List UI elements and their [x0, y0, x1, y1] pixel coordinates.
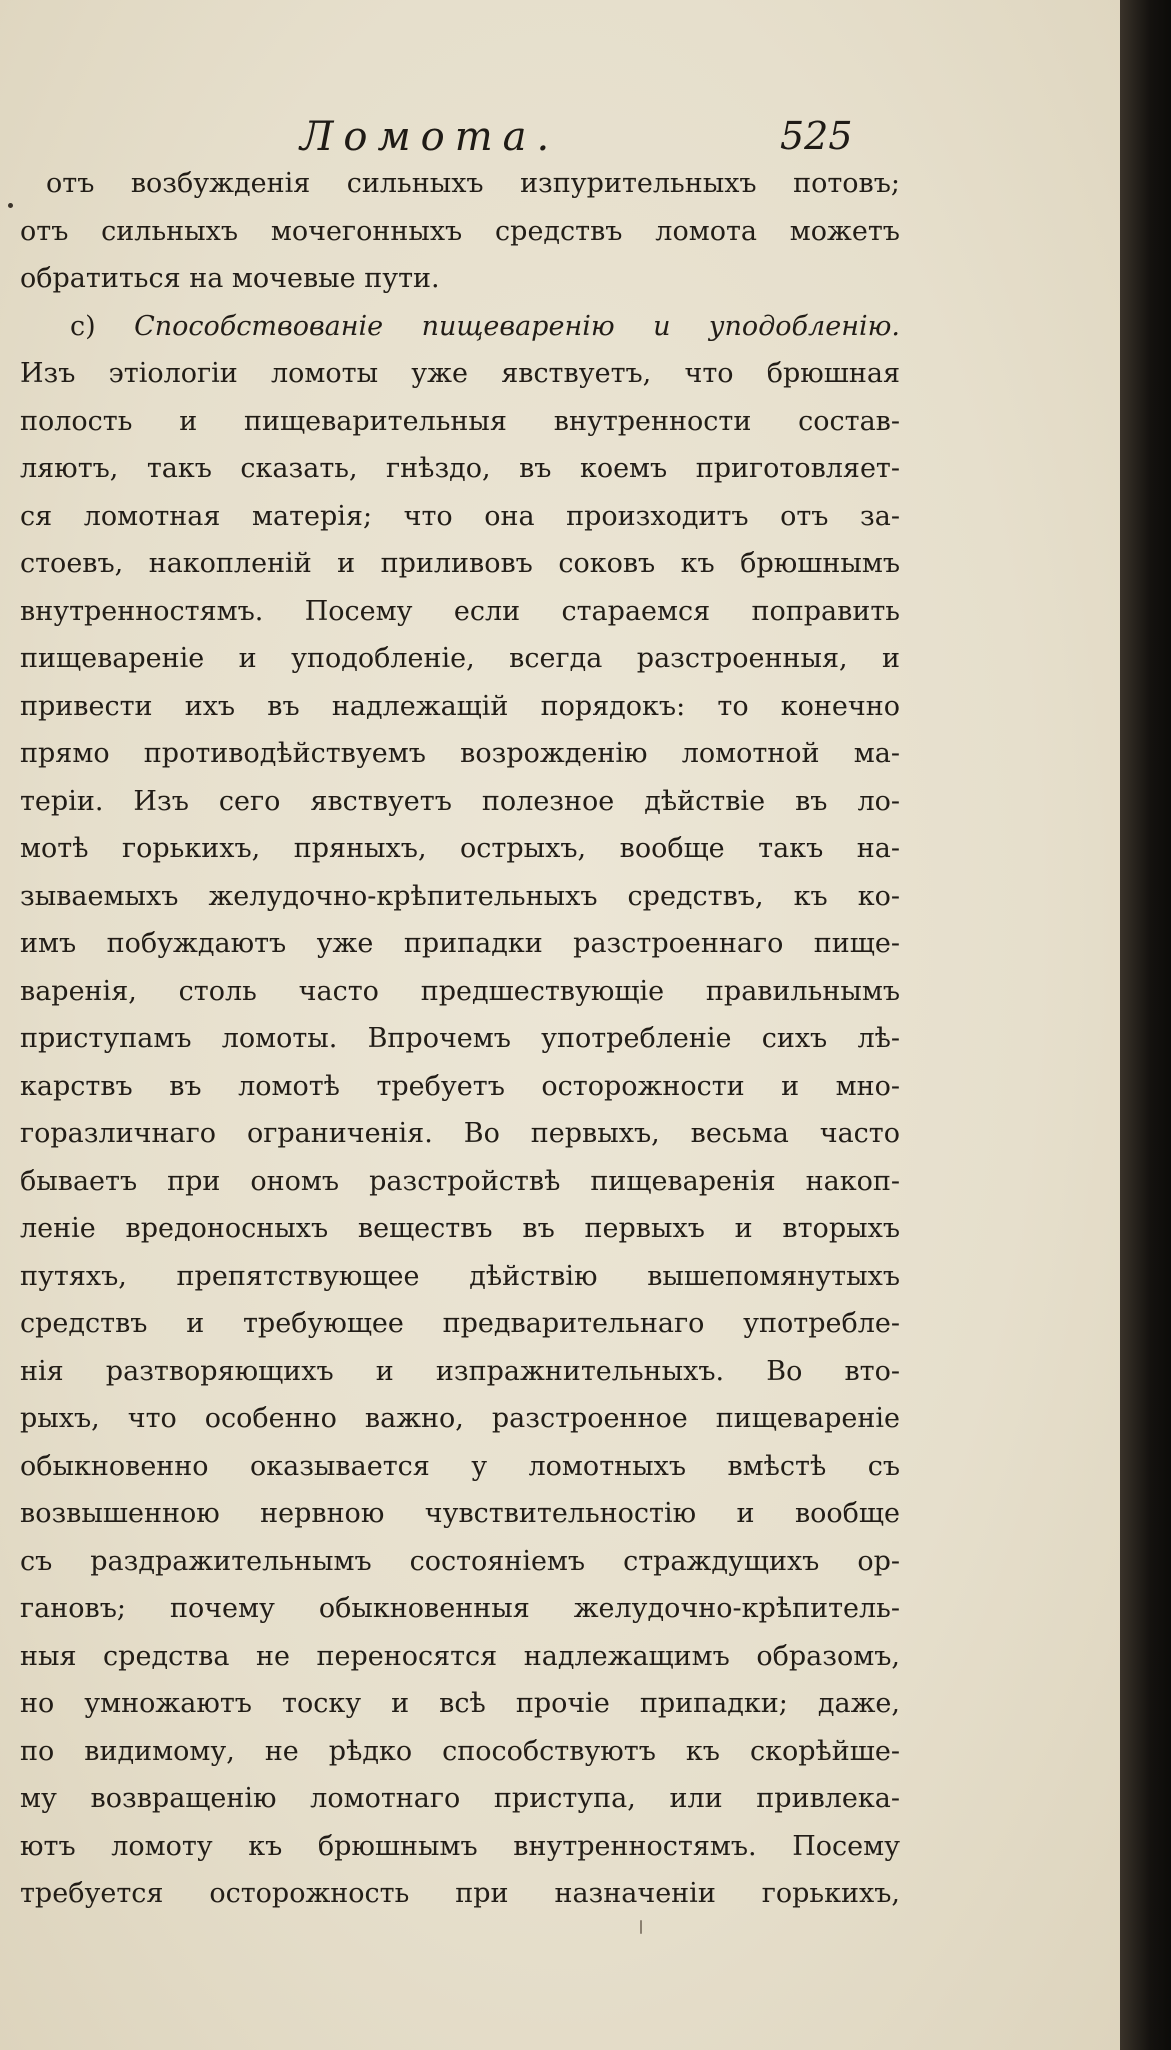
text-line-8: ся ломотная матерія; что она произходитъ отъ за- [20, 500, 900, 532]
text-line-28: обыкновенно оказывается у ломотныхъ вмѣстѣ съ [20, 1450, 900, 1482]
text-line-10: внутренностямъ. Посему если стараемся поправить [20, 595, 900, 627]
text-line-37: требуется осторожность при назначеніи горькихъ, [20, 1878, 900, 1909]
text-line-33: но умножаютъ тоску и всѣ прочіе припадки; даже, [20, 1688, 900, 1719]
text-line-9: стоевъ, накопленій и приливовъ соковъ къ брюшнымъ [20, 548, 900, 579]
page-edge-shadow [1120, 0, 1171, 2050]
text-line-3: обратиться на мочевые пути. [20, 263, 440, 294]
text-line-17: имъ побуждаютъ уже припадки разстроеннаго пище- [20, 928, 900, 959]
text-line-1: отъ возбужденія сильныхъ изпурительныхъ потовъ; [46, 168, 900, 199]
text-line-5: Изъ этіологіи ломоты уже явствуетъ, что брюшная [20, 358, 900, 389]
section-heading-c [20, 303, 900, 351]
text-line-29: возвышенною нервною чувствительностію и вообще [20, 1498, 900, 1529]
section-label: c) [70, 310, 96, 342]
text-line-35: му возвращенію ломотнаго приступа, или привлека- [20, 1783, 900, 1814]
text-line-22: бываетъ при ономъ разстройствѣ пищеваренія накоп- [20, 1165, 900, 1197]
text-line-31: гановъ; почему обыкновенныя желудочно-крѣпитель- [20, 1593, 900, 1624]
ink-speck [8, 203, 13, 208]
text-line-20: карствъ въ ломотѣ требуетъ осторожности и мно- [20, 1070, 900, 1102]
text-line-34: по видимому, не рѣдко способствуютъ къ скорѣйше- [20, 1735, 900, 1767]
text-line-14: теріи. Изъ сего явствуетъ полезное дѣйствіе въ ло- [20, 785, 900, 817]
text-line-32: ныя средства не переносятся надлежащимъ образомъ, [20, 1640, 900, 1672]
text-line-30: съ раздражительнымъ состояніемъ страждущихъ ор- [20, 1545, 900, 1577]
text-line-24: путяхъ, препятствующее дѣйствію вышепомянутыхъ [20, 1260, 900, 1292]
ink-speck [640, 1920, 642, 1934]
page-number: 525 [780, 114, 853, 158]
running-head [0, 108, 1120, 168]
text-line-13: прямо противодѣйствуемъ возрожденію ломотной ма- [20, 738, 900, 769]
text-line-2: отъ сильныхъ мочегонныхъ средствъ ломота можетъ [20, 215, 900, 247]
text-line-23: леніе вредоносныхъ веществъ въ первыхъ и вторыхъ [20, 1213, 900, 1244]
text-line-25: средствъ и требующее предварительнаго употребле- [20, 1308, 900, 1339]
text-line-16: зываемыхъ желудочно-крѣпительныхъ средствъ, къ ко- [20, 880, 900, 912]
text-line-18: варенія, столь часто предшествующіе правильнымъ [20, 975, 900, 1007]
text-line-26: нія разтворяющихъ и изпражнительныхъ. Во вто- [20, 1355, 900, 1387]
running-title: Ломота. [300, 114, 560, 160]
text-line-11: пищевареніе и уподобленіе, всегда разстроенныя, и [20, 643, 900, 674]
text-line-15: мотѣ горькихъ, пряныхъ, острыхъ, вообще такъ на- [20, 833, 900, 864]
body-text [20, 160, 900, 1918]
text-line-27: рыхъ, что особенно важно, разстроенное пищевареніе [20, 1403, 900, 1434]
text-line-21: горазличнаго ограниченія. Во первыхъ, весьма часто [20, 1118, 900, 1149]
text-line-7: ляютъ, такъ сказать, гнѣздо, въ коемъ приготовляет- [20, 453, 900, 484]
section-title: Способствованіе пищеваренію и уподобленію. [134, 310, 900, 342]
text-line-19: приступамъ ломоты. Впрочемъ употребленіе сихъ лѣ- [20, 1023, 900, 1054]
text-line-36: ютъ ломоту къ брюшнымъ внутренностямъ. Посему [20, 1830, 900, 1862]
text-line-12: привести ихъ въ надлежащій порядокъ: то конечно [20, 690, 900, 722]
text-line-6: полость и пищеварительныя внутренности состав- [20, 405, 900, 437]
